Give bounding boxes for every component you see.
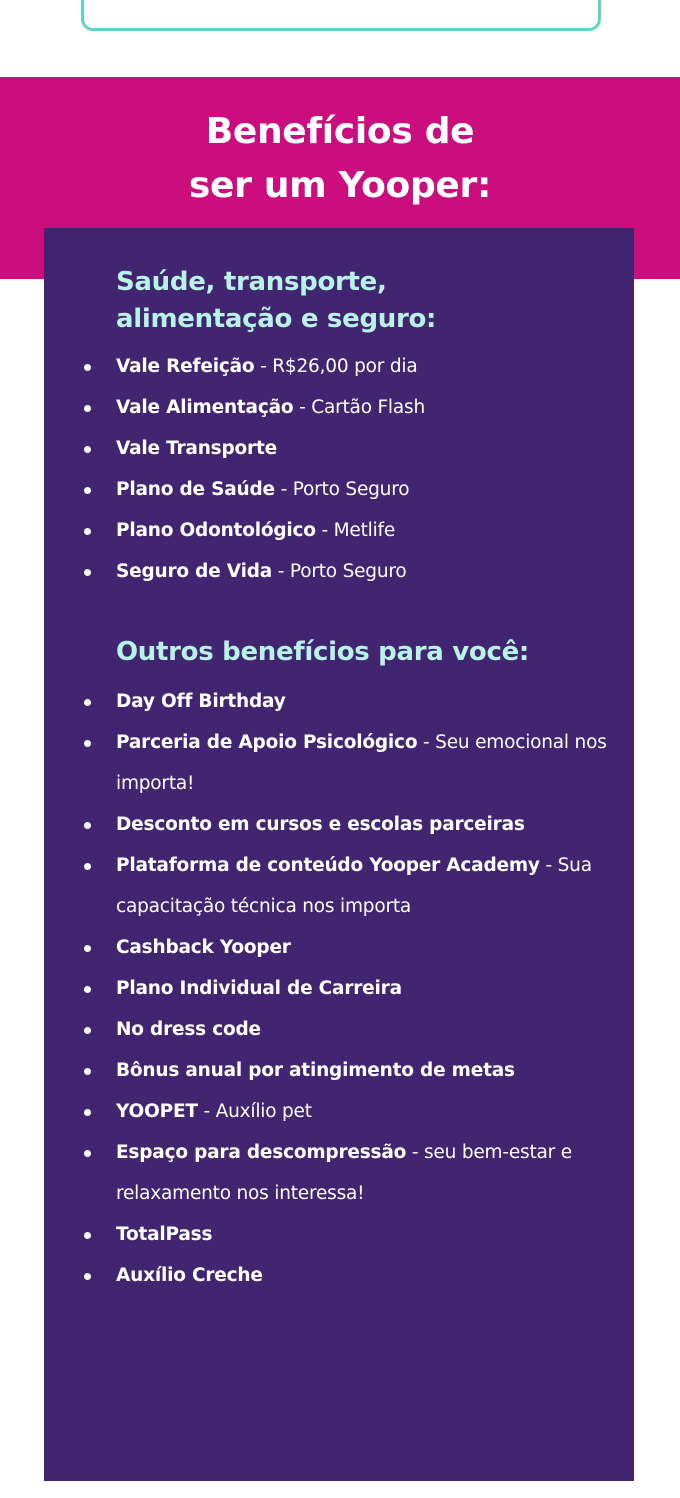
- benefit-name: Desconto em cursos e escolas parceiras: [116, 814, 525, 835]
- benefit-item: [0, 551, 680, 592]
- benefit-detail: - Porto Seguro: [274, 479, 410, 500]
- benefit-item: [0, 804, 680, 845]
- benefit-name: TotalPass: [116, 1224, 213, 1245]
- bullet-icon: [84, 364, 91, 371]
- top-card-bottom-edge: [81, 0, 601, 31]
- benefit-item: [0, 1132, 680, 1214]
- bullet-icon: [84, 699, 91, 706]
- benefit-name: Cashback Yooper: [116, 937, 291, 958]
- benefit-name: Seguro de Vida: [116, 561, 273, 582]
- benefit-item: [0, 681, 680, 722]
- bullet-icon: [84, 1109, 91, 1116]
- benefit-detail: - R$26,00 por dia: [254, 356, 418, 377]
- benefit-item: [0, 1255, 680, 1296]
- bullet-icon: [84, 1027, 91, 1034]
- bullet-icon: [84, 1273, 91, 1280]
- benefit-name: Vale Transporte: [116, 438, 277, 459]
- benefit-item: [0, 510, 680, 551]
- benefit-name: Vale Alimentação: [116, 397, 294, 418]
- bullet-icon: [84, 1150, 91, 1157]
- section-title-health-line-1: Saúde, transporte,: [116, 267, 387, 297]
- section-title-other: [116, 634, 529, 671]
- benefit-name: Plano Odontológico: [116, 520, 316, 541]
- benefit-item: [0, 968, 680, 1009]
- bullet-icon: [84, 945, 91, 952]
- benefit-name: Bônus anual por atingimento de metas: [116, 1060, 515, 1081]
- benefit-detail: - Cartão Flash: [293, 397, 425, 418]
- benefits-list-other: [0, 681, 680, 1296]
- benefit-item: [0, 1214, 680, 1255]
- benefit-name: Vale Refeição: [116, 356, 255, 377]
- benefit-detail: - Metlife: [315, 520, 396, 541]
- page-title-line-2: ser um Yooper:: [188, 165, 492, 206]
- benefit-item: [0, 722, 680, 804]
- section-title-health-line-2: alimentação e seguro:: [116, 304, 437, 334]
- benefit-name: Plano Individual de Carreira: [116, 978, 402, 999]
- bullet-icon: [84, 863, 91, 870]
- page-title-line-1: Benefícios de: [205, 111, 475, 152]
- benefit-item: [0, 927, 680, 968]
- benefit-detail: - Porto Seguro: [272, 561, 407, 582]
- benefit-name: Espaço para descompressão: [116, 1142, 407, 1163]
- bullet-icon: [84, 569, 91, 576]
- bullet-icon: [84, 487, 91, 494]
- section-title-other-line-1: Outros benefícios para você:: [116, 637, 530, 667]
- benefit-item: [0, 1091, 680, 1132]
- benefit-name: YOOPET: [116, 1101, 198, 1122]
- benefit-detail: - Auxílio pet: [197, 1101, 312, 1122]
- benefit-name: Plano de Saúde: [116, 479, 275, 500]
- benefits-list-health: [0, 346, 680, 592]
- benefit-name: Auxílio Creche: [116, 1265, 263, 1286]
- bullet-icon: [84, 1232, 91, 1239]
- benefit-item: [0, 469, 680, 510]
- page-title: [0, 105, 680, 213]
- benefit-item: [0, 346, 680, 387]
- benefit-name: Day Off Birthday: [116, 691, 286, 712]
- benefit-detail: - Seu emocional nos importa!: [116, 732, 607, 794]
- benefit-name: No dress code: [116, 1019, 261, 1040]
- benefit-detail: - seu bem-estar e relaxamento nos interessa!: [116, 1142, 572, 1204]
- benefit-item: [0, 387, 680, 428]
- benefit-detail: - Sua capacitação técnica nos importa: [116, 855, 592, 917]
- bullet-icon: [84, 822, 91, 829]
- section-title-health: [116, 264, 436, 338]
- benefit-name: Parceria de Apoio Psicológico: [116, 732, 418, 753]
- bullet-icon: [84, 1068, 91, 1075]
- benefit-name: Plataforma de conteúdo Yooper Academy: [116, 855, 540, 876]
- bullet-icon: [84, 986, 91, 993]
- benefit-item: [0, 428, 680, 469]
- bullet-icon: [84, 446, 91, 453]
- bullet-icon: [84, 405, 91, 412]
- bullet-icon: [84, 528, 91, 535]
- bullet-icon: [84, 740, 91, 747]
- benefit-item: [0, 1009, 680, 1050]
- benefit-item: [0, 845, 680, 927]
- benefit-item: [0, 1050, 680, 1091]
